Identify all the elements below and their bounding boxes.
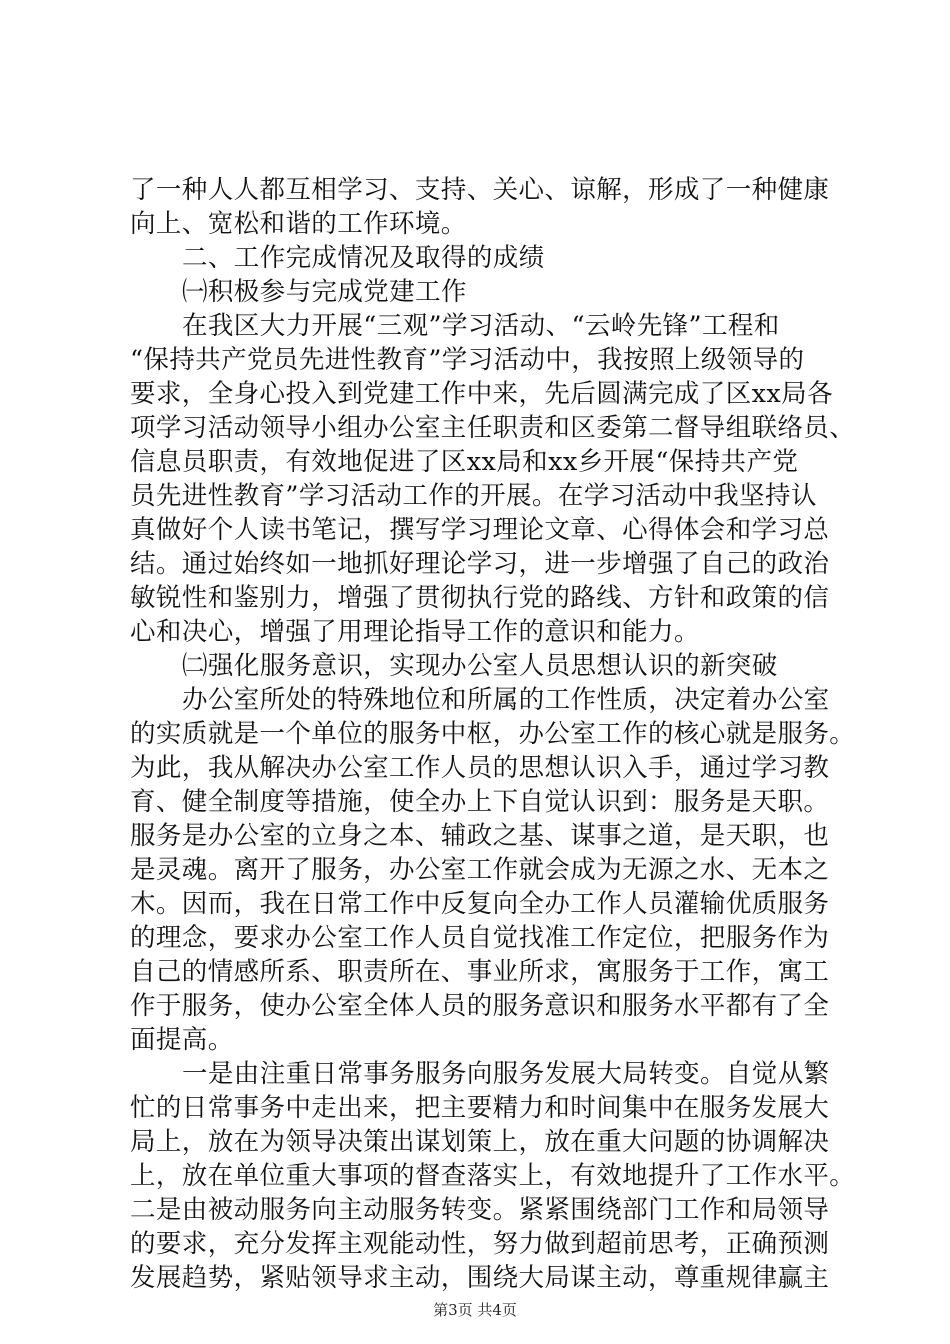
text-line: 结。通过始终如一地抓好理论学习，进一步增强了自己的政治 xyxy=(130,549,830,579)
text-line: 上，放在单位重大事项的督查落实上，有效地提升了工作水平。 xyxy=(130,1161,856,1191)
paragraph-first-line: 一是由注重日常事务服务向服务发展大局转变。自觉从繁 xyxy=(182,1059,830,1089)
text-line: 二是由被动服务向主动服务转变。紧紧围绕部门工作和局领导 xyxy=(130,1195,830,1225)
text-line: 的理念，要求办公室工作人员自觉找准工作定位，把服务作为 xyxy=(130,923,830,953)
text-line: 项学习活动领导小组办公室主任职责和区委第二督导组联络员、 xyxy=(130,413,856,443)
text-line: 为此，我从解决办公室工作人员的思想认识入手，通过学习教 xyxy=(130,753,830,783)
text-line: 作于服务，使办公室全体人员的服务意识和服务水平都有了全 xyxy=(130,991,830,1021)
paragraph-first-line: 在我区大力开展“三观”学习活动、“云岭先锋”工程和 xyxy=(182,311,780,341)
section-heading: 二、工作完成情况及取得的成绩 xyxy=(182,243,545,273)
text-line: 真做好个人读书笔记，撰写学习理论文章、心得体会和学习总 xyxy=(130,515,830,545)
text-line: 发展趋势，紧贴领导求主动，围绕大局谋主动，尊重规律赢主 xyxy=(130,1263,830,1293)
text-line: 心和决心，增强了用理论指导工作的意识和能力。 xyxy=(130,617,700,647)
text-line: 的要求，充分发挥主观能动性，努力做到超前思考，正确预测 xyxy=(130,1229,830,1259)
text-line: 局上，放在为领导决策出谋划策上，放在重大问题的协调解决 xyxy=(130,1127,830,1157)
text-line: 服务是办公室的立身之本、辅政之基、谋事之道，是天职，也 xyxy=(130,821,830,851)
text-line: 忙的日常事务中走出来，把主要精力和时间集中在服务发展大 xyxy=(130,1093,830,1123)
text-line: 要求，全身心投入到党建工作中来，先后圆满完成了区xx局各 xyxy=(130,379,833,409)
subsection-heading: ㈡强化服务意识，实现办公室人员思想认识的新突破 xyxy=(182,651,778,681)
text-line: 了一种人人都互相学习、支持、关心、谅解，形成了一种健康 xyxy=(130,175,830,205)
paragraph-first-line: 办公室所处的特殊地位和所属的工作性质，决定着办公室 xyxy=(182,685,830,715)
text-line: 木。因而，我在日常工作中反复向全办工作人员灌输优质服务 xyxy=(130,889,830,919)
text-line: 敏锐性和鉴别力，增强了贯彻执行党的路线、方针和政策的信 xyxy=(130,583,830,613)
text-line: 信息员职责，有效地促进了区xx局和xx乡开展“保持共产党 xyxy=(130,447,799,477)
text-line: 育、健全制度等措施，使全办上下自觉认识到：服务是天职。 xyxy=(130,787,830,817)
text-line: 自己的情感所系、职责所在、事业所求，寓服务于工作，寓工 xyxy=(130,957,830,987)
text-line: 的实质就是一个单位的服务中枢，办公室工作的核心就是服务。 xyxy=(130,719,856,749)
text-line: “保持共产党员先进性教育”学习活动中，我按照上级领导的 xyxy=(130,345,805,375)
text-line: 面提高。 xyxy=(130,1025,234,1055)
text-line: 是灵魂。离开了服务，办公室工作就会成为无源之水、无本之 xyxy=(130,855,830,885)
text-line: 员先进性教育”学习活动工作的开展。在学习活动中我坚持认 xyxy=(130,481,817,511)
page-number-footer: 第3页 共4页 xyxy=(433,1301,517,1319)
text-line: 向上、宽松和谐的工作环境。 xyxy=(130,209,467,239)
subsection-heading: ㈠积极参与完成党建工作 xyxy=(182,277,467,307)
